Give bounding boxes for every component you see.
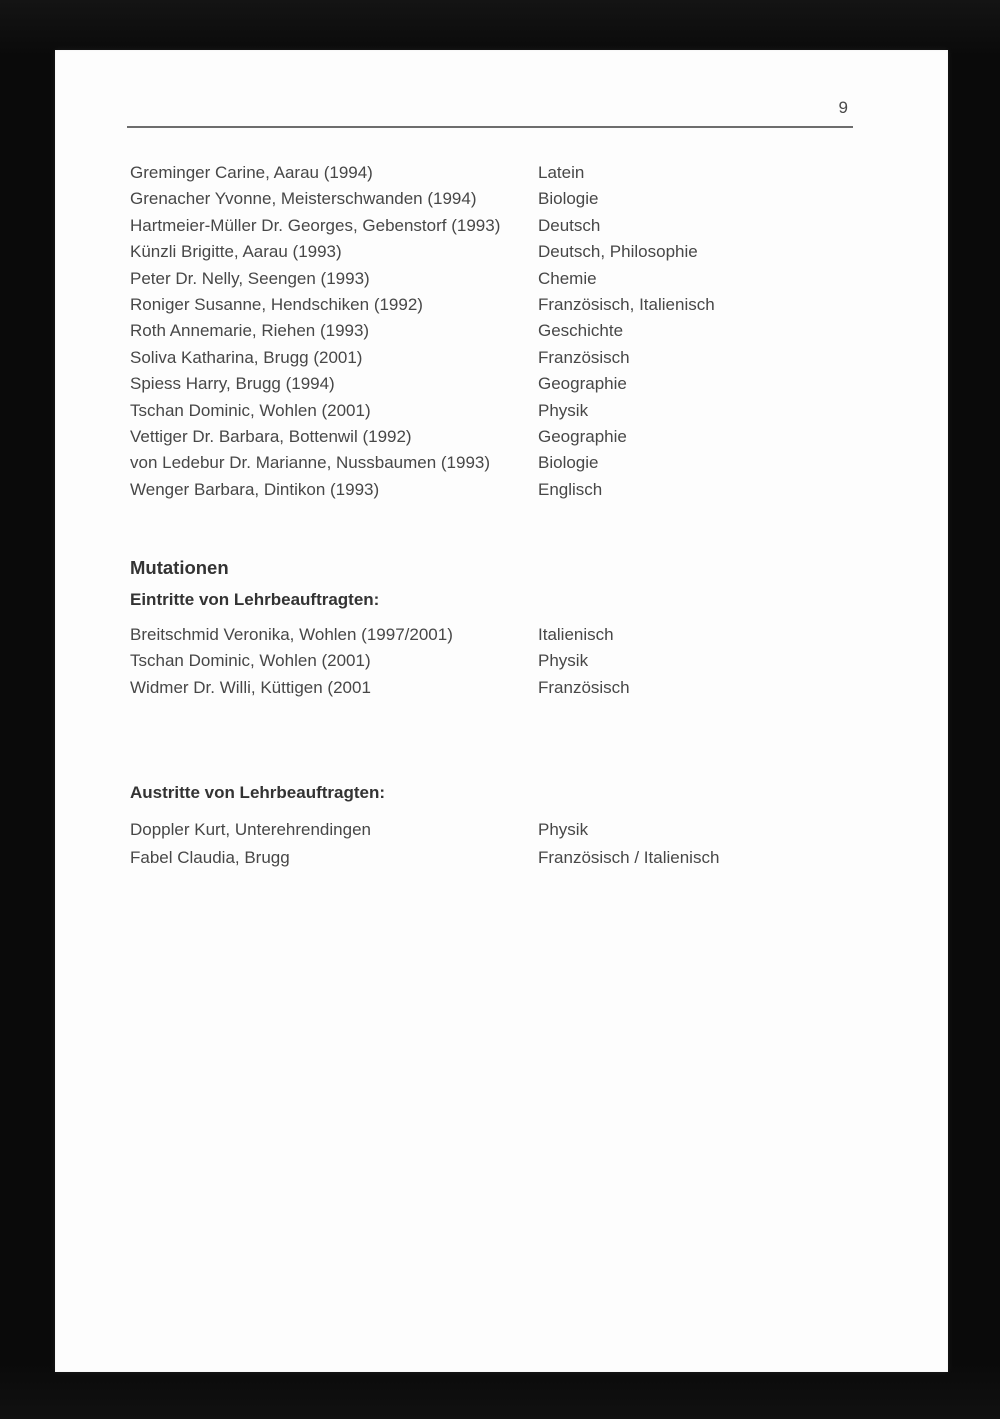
teacher-subject: Geographie (538, 374, 627, 394)
table-row (130, 450, 928, 476)
eintritte-list (130, 622, 928, 701)
table-row (130, 371, 928, 397)
teacher-subject: Französisch / Italienisch (538, 847, 720, 867)
table-row (130, 398, 928, 424)
table-row (130, 477, 928, 503)
teacher-subject: Französisch (538, 677, 630, 697)
teacher-list (130, 160, 928, 503)
table-row (130, 239, 928, 265)
teacher-name: Tschan Dominic, Wohlen (2001) (130, 651, 371, 671)
heading-eintritte: Eintritte von Lehrbeauftragten: (130, 590, 380, 609)
table-row (130, 160, 928, 186)
heading-austritte: Austritte von Lehrbeauftragten: (130, 783, 386, 802)
table-row (130, 844, 928, 872)
teacher-name: von Ledebur Dr. Marianne, Nussbaumen (1993) (130, 453, 491, 473)
teacher-subject: Chemie (538, 268, 597, 288)
table-row (130, 292, 928, 318)
teacher-subject: Physik (538, 820, 589, 839)
teacher-subject: Physik (538, 651, 589, 671)
teacher-subject: Physik (538, 400, 589, 420)
section-title-mutationen: Mutationen (130, 557, 229, 578)
document-page (55, 50, 948, 1372)
teacher-name: Fabel Claudia, Brugg (130, 847, 290, 867)
teacher-subject: Französisch, Italienisch (538, 294, 715, 314)
page-number: 9 (838, 98, 848, 117)
table-row (130, 675, 928, 701)
table-row (130, 266, 928, 292)
table-row (130, 186, 928, 212)
teacher-subject: Italienisch (538, 625, 614, 644)
teacher-name: Wenger Barbara, Dintikon (1993) (130, 479, 380, 499)
teacher-name: Vettiger Dr. Barbara, Bottenwil (1992) (130, 426, 412, 446)
table-row (130, 345, 928, 371)
teacher-subject: Deutsch, Philosophie (538, 242, 698, 262)
teacher-name: Breitschmid Veronika, Wohlen (1997/2001) (130, 625, 453, 644)
teacher-subject: Biologie (538, 453, 599, 473)
teacher-name: Spiess Harry, Brugg (1994) (130, 374, 335, 394)
teacher-name: Greminger Carine, Aarau (1994) (130, 163, 373, 182)
teacher-subject: Geschichte (538, 321, 624, 341)
teacher-subject: Französisch (538, 347, 630, 367)
table-row (130, 648, 928, 674)
teacher-subject: Geographie (538, 426, 627, 446)
teacher-name: Widmer Dr. Willi, Küttigen (2001 (130, 677, 371, 697)
table-row (130, 622, 928, 648)
teacher-subject: Biologie (538, 189, 599, 209)
teacher-name: Soliva Katharina, Brugg (2001) (130, 347, 363, 367)
teacher-subject: Englisch (538, 479, 603, 499)
table-row (130, 318, 928, 344)
teacher-name: Hartmeier-Müller Dr. Georges, Gebenstorf (1993) (130, 215, 501, 235)
teacher-name: Peter Dr. Nelly, Seengen (1993) (130, 268, 370, 288)
header-rule (127, 126, 853, 128)
teacher-name: Doppler Kurt, Unterehrendingen (130, 820, 371, 839)
teacher-name: Tschan Dominic, Wohlen (2001) (130, 400, 371, 420)
table-row (130, 816, 928, 844)
austritte-list (130, 816, 928, 871)
teacher-subject: Latein (538, 163, 585, 182)
teacher-name: Grenacher Yvonne, Meisterschwanden (1994) (130, 189, 477, 209)
table-row (130, 213, 928, 239)
teacher-name: Roth Annemarie, Riehen (1993) (130, 321, 370, 341)
teacher-subject: Deutsch (538, 215, 601, 235)
teacher-name: Künzli Brigitte, Aarau (1993) (130, 242, 342, 262)
teacher-name: Roniger Susanne, Hendschiken (1992) (130, 294, 423, 314)
table-row (130, 424, 928, 450)
